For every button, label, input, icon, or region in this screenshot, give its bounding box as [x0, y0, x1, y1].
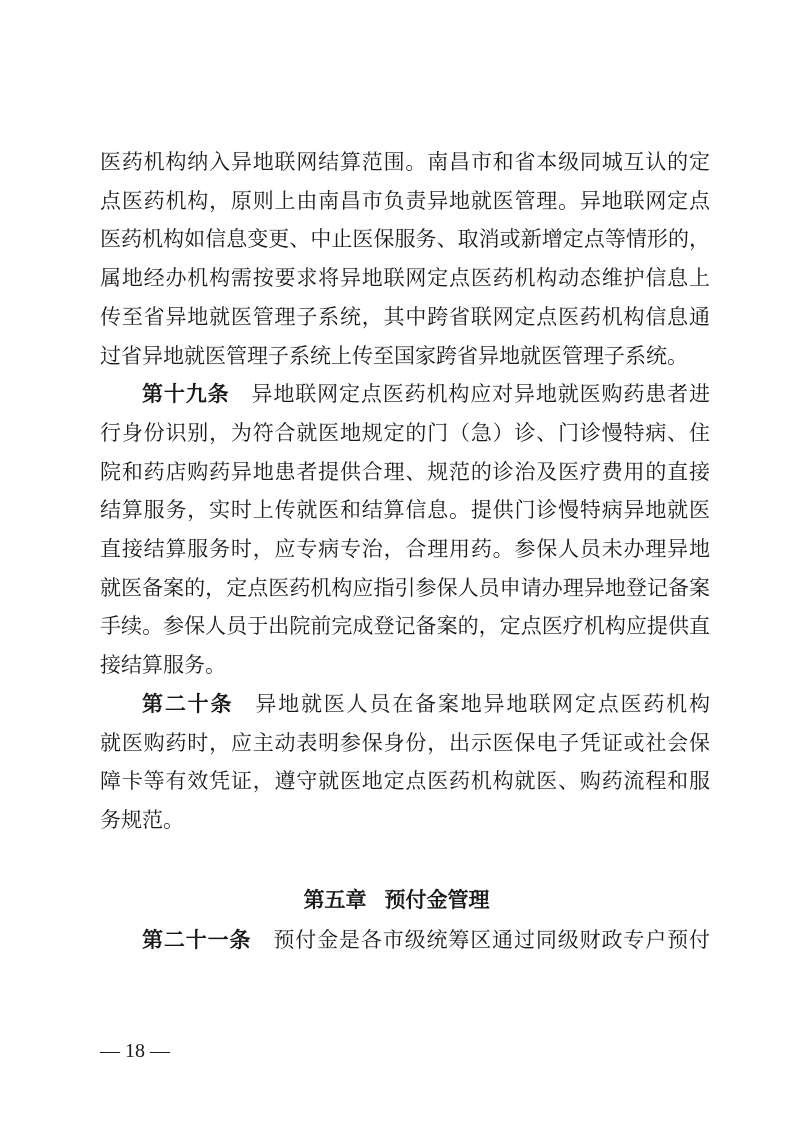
text-line — [100, 341, 710, 371]
line-text: 障卡等有效凭证，遵守就医地定点医药机构就医、购药流程和服 — [100, 769, 710, 794]
chapter-number: 第五章 — [303, 888, 367, 912]
text-line — [100, 302, 710, 332]
text-line — [100, 263, 710, 293]
line-text: 点医药机构，原则上由南昌市负责异地就医管理。异地联网定点 — [100, 188, 710, 213]
page-number: — 18 — — [100, 1040, 170, 1062]
text-line — [100, 534, 710, 564]
line-text: 务规范。 — [100, 807, 184, 832]
line-text: 结算服务，实时上传就医和结算信息。提供门诊慢特病异地就医 — [100, 498, 710, 523]
line-text: 行身份识别，为符合就医地规定的门（急）诊、门诊慢特病、住 — [100, 420, 710, 445]
line-text: 院和药店购药异地患者提供合理、规范的诊治及医疗费用的直接 — [100, 459, 710, 484]
text-line — [100, 224, 710, 254]
chapter-name: 预付金管理 — [384, 888, 490, 912]
text-line — [100, 495, 710, 525]
line-text: 医药机构如信息变更、中止医保服务、取消或新增定点等情形的， — [100, 227, 710, 252]
article-heading: 第二十一条 — [142, 928, 252, 952]
text-line — [100, 147, 710, 177]
text-line — [100, 728, 710, 758]
line-text: 就医购药时，应主动表明参保身份，出示医保电子凭证或社会保 — [100, 730, 710, 755]
text-line — [100, 650, 710, 680]
line-text: 属地经办机构需按要求将异地联网定点医药机构动态维护信息上 — [100, 266, 710, 291]
text-line — [100, 457, 710, 487]
article-heading: 第十九条 — [142, 382, 230, 407]
line-text: 预付金是各市级统筹区通过同级财政专户预付 — [273, 928, 710, 952]
text-line — [142, 689, 710, 719]
text-line — [100, 766, 710, 796]
article-heading: 第二十条 — [142, 691, 234, 716]
text-line — [100, 805, 710, 835]
text-line — [100, 611, 710, 641]
text-line — [142, 379, 710, 409]
line-text: 传至省异地就医管理子系统，其中跨省联网定点医药机构信息通 — [100, 304, 710, 329]
line-text: 手续。参保人员于出院前完成登记备案的，定点医疗机构应提供直 — [100, 614, 710, 639]
line-text: 直接结算服务时，应专病专治，合理用药。参保人员未办理异地 — [100, 537, 710, 561]
line-text: 异地就医人员在备案地异地联网定点医药机构 — [255, 691, 711, 716]
line-text: 过省异地就医管理子系统上传至国家跨省异地就医管理子系统。 — [100, 343, 688, 368]
text-line — [100, 418, 710, 448]
line-text: 接结算服务。 — [100, 653, 226, 678]
line-text: 就医备案的，定点医药机构应指引参保人员申请办理异地登记备案 — [100, 575, 710, 600]
text-line — [142, 925, 710, 955]
text-line — [100, 573, 710, 603]
line-text: 异地联网定点医药机构应对异地就医购药患者进 — [251, 382, 710, 407]
chapter-title — [0, 884, 793, 914]
line-text: 医药机构纳入异地联网结算范围。南昌市和省本级同城互认的定 — [100, 150, 710, 174]
text-line — [100, 186, 710, 216]
